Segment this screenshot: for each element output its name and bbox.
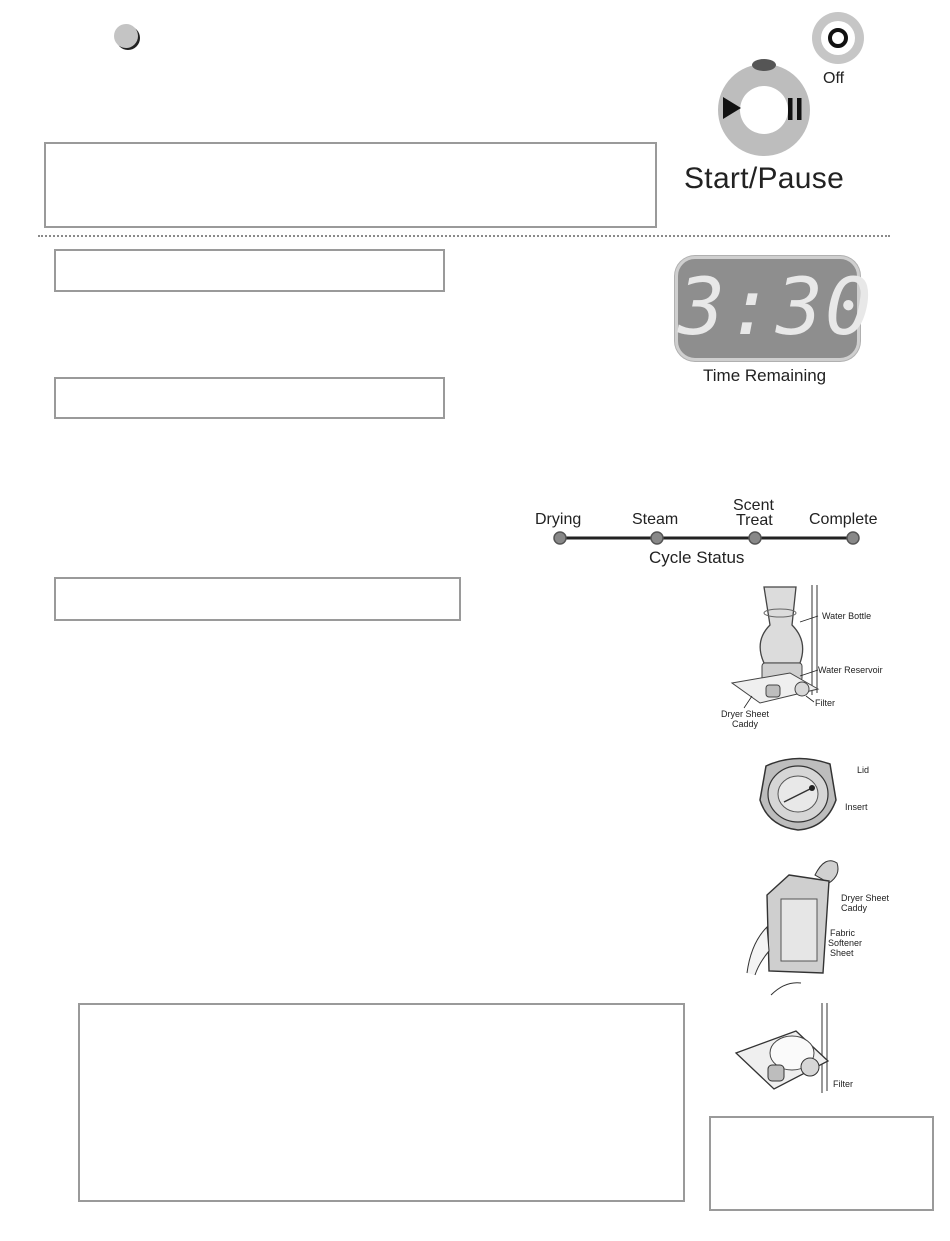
label-dryer-sheet-1b: Caddy (732, 719, 759, 729)
time-display (675, 256, 874, 361)
heading-box-2 (54, 377, 445, 419)
label-insert: Insert (845, 802, 868, 812)
label-dryer-sheet-2b: Caddy (841, 903, 868, 913)
label-softener: Softener (828, 938, 863, 948)
heading-box-1 (54, 249, 445, 292)
cycle-stage-scent: Scent (733, 497, 774, 514)
label-dryer-sheet-1a: Dryer Sheet (721, 709, 770, 719)
cycle-status-title: Cycle Status (649, 548, 745, 567)
off-label: Off (823, 70, 845, 87)
off-button[interactable] (810, 10, 866, 66)
bullet-icon (110, 22, 146, 54)
time-remaining-label: Time Remaining (703, 366, 827, 385)
reservoir-lid-illustration (756, 752, 842, 834)
pause-icon (788, 98, 793, 120)
cycle-stage-steam: Steam (632, 511, 679, 528)
label-dryer-sheet-2a: Dryer Sheet (841, 893, 890, 903)
label-water-reservoir: Water Reservoir (818, 665, 883, 675)
cycle-stage-dot (749, 532, 761, 544)
section-divider (38, 235, 890, 237)
cycle-stage-drying: Drying (535, 511, 582, 528)
label-filter-1: Filter (815, 698, 835, 708)
time-display-digits: 3:30 (678, 263, 874, 353)
label-lid: Lid (857, 765, 870, 775)
label-sheet: Sheet (830, 948, 854, 958)
cycle-stage-treat: Treat (736, 512, 773, 529)
label-filter-2: Filter (833, 1079, 853, 1089)
leader-lines-1 (740, 600, 830, 715)
cycle-stage-dot (554, 532, 566, 544)
heading-box-3 (54, 577, 461, 621)
note-box-large (78, 1003, 685, 1202)
start-pause-label: Start/Pause (684, 162, 845, 195)
cycle-stage-complete: Complete (809, 511, 878, 528)
label-water-bottle: Water Bottle (822, 611, 872, 621)
label-fabric: Fabric (830, 928, 856, 938)
start-pause-button[interactable] (718, 56, 818, 160)
note-box-small (709, 1116, 934, 1211)
filter-illustration (734, 1003, 834, 1095)
cycle-status-track (548, 528, 866, 548)
cycle-stage-dot (847, 532, 859, 544)
text-box-top (44, 142, 657, 228)
cycle-stage-dot (651, 532, 663, 544)
